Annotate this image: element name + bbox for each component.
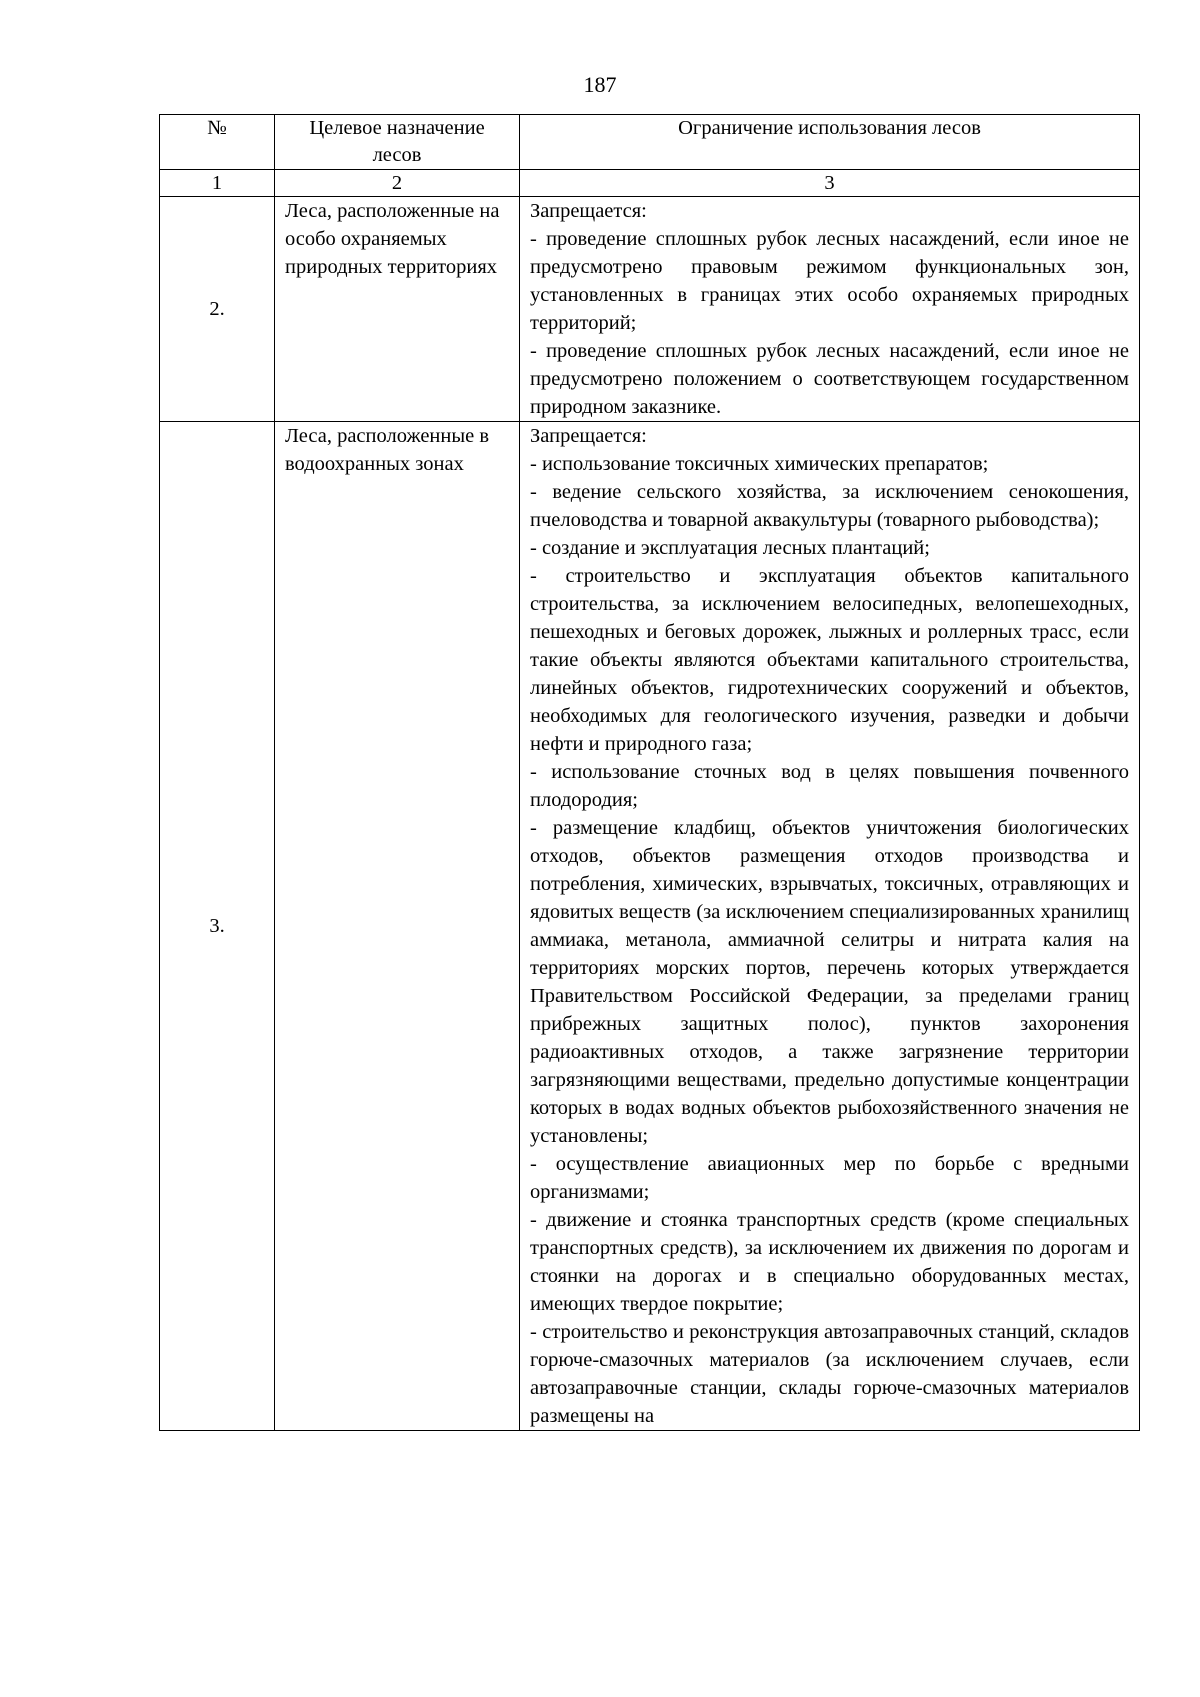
restriction-item: - строительство и эксплуатация объектов капитального строительства, за исключением велосипедных, велопешеходных, пешеходных и беговых дорожек, лыжных и роллерных трасс, если такие объекты являются объектами капитального строительства, линейных объектов, гидротехнических сооружений и объектов, необходимых для геологического изучения, разведки и добычи нефти и природного газа; [530,565,1129,755]
restriction-item: - движение и стоянка транспортных средств (кроме специальных транспортных средств), за исключением их движения по дорогам и стоянки на дорогах и в специально оборудованных местах, имеющих твердое покрытие; [530,1209,1129,1315]
header-restriction: Ограничение использования лесов [520,115,1140,170]
table-index-row [160,170,1140,197]
row-number: 3. [160,422,275,1431]
table-row [160,197,1140,422]
restriction-item: - проведение сплошных рубок лесных насаждений, если иное не предусмотрено правовым режимом функциональных зон, установленных в границах этих особо охраняемых природных территорий; [530,228,1129,334]
table-row [160,422,1140,1431]
restriction-item: - строительство и реконструкция автозаправочных станций, складов горюче-смазочных материалов (за исключением случаев, если автозаправочные станции, склады горюче-смазочных материалов размещены на [530,1321,1129,1427]
index-cell-2: 2 [275,170,520,197]
restriction-lead: Запрещается: [530,200,647,222]
restriction-item: - использование токсичных химических препаратов; [530,453,989,475]
header-number: № [160,115,275,170]
header-purpose: Целевое назначение лесов [275,115,520,170]
row-number: 2. [160,197,275,422]
index-cell-1: 1 [160,170,275,197]
row-purpose: Леса, расположенные в водоохранных зонах [275,422,520,1431]
forest-restrictions-table [159,114,1140,1431]
restriction-item: - размещение кладбищ, объектов уничтожения биологических отходов, объектов размещения отходов производства и потребления, химических, взрывчатых, токсичных, отравляющих и ядовитых веществ (за исключением специализированных хранилищ аммиака, метанола, аммиачной селитры и нитрата калия на территориях морских портов, перечень которых утверждается Правительством Российской Федерации, за пределами границ прибрежных защитных полос), пунктов захоронения радиоактивных отходов, а также загрязнение территории загрязняющими веществами, предельно допустимые концентрации которых в водах водных объектов рыбохозяйственного значения не установлены; [530,817,1129,1147]
restriction-item: - осуществление авиационных мер по борьбе с вредными организмами; [530,1153,1129,1203]
restriction-item: - ведение сельского хозяйства, за исключением сенокошения, пчеловодства и товарной аквакультуры (товарного рыбоводства); [530,481,1129,531]
restriction-item: - создание и эксплуатация лесных плантаций; [530,537,930,559]
row-restrictions [520,197,1140,422]
row-purpose: Леса, расположенные на особо охраняемых природных территориях [275,197,520,422]
restriction-item: - использование сточных вод в целях повышения почвенного плодородия; [530,761,1129,811]
index-cell-3: 3 [520,170,1140,197]
restriction-lead: Запрещается: [530,425,647,447]
restriction-item: - проведение сплошных рубок лесных насаждений, если иное не предусмотрено положением о соответствующем государственном природном заказнике. [530,340,1129,418]
page-number: 187 [583,72,617,97]
row-restrictions [520,422,1140,1431]
table-header-row [160,115,1140,170]
